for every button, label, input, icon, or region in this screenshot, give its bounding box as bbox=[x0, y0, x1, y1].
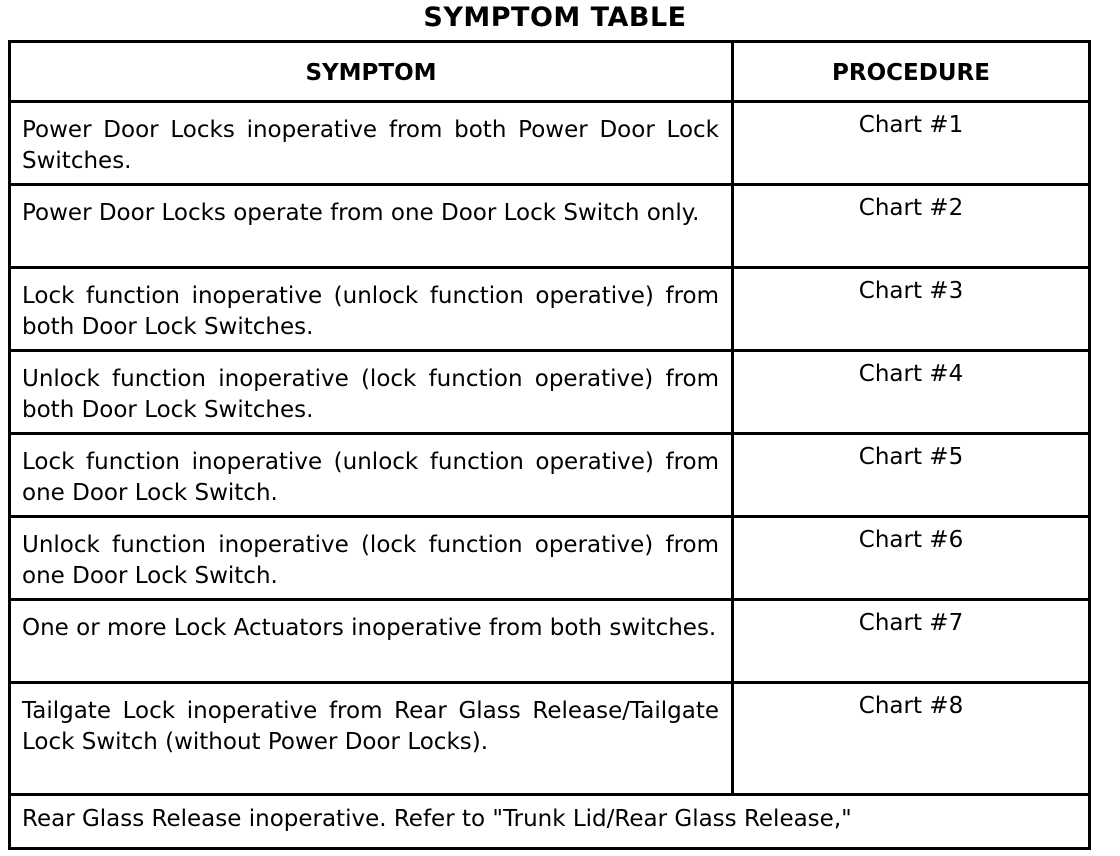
symptom-cell: Lock function inoperative (unlock function operative) from one Door Lock Switch. bbox=[22, 449, 719, 506]
procedure-cell: Chart #3 bbox=[858, 278, 964, 304]
table-row bbox=[11, 103, 1088, 186]
procedure-cell: Chart #1 bbox=[858, 112, 964, 138]
table-header-row bbox=[11, 43, 1088, 103]
table-footer-row bbox=[11, 796, 1088, 847]
procedure-cell: Chart #6 bbox=[858, 527, 964, 553]
symptom-cell: Power Door Locks operate from one Door Lock Switch only. bbox=[22, 200, 700, 226]
symptom-cell: Unlock function inoperative (lock function operative) from both Door Lock Switches. bbox=[22, 366, 719, 423]
procedure-cell: Chart #8 bbox=[858, 693, 964, 719]
symptom-cell: One or more Lock Actuators inoperative from both switches. bbox=[22, 615, 717, 641]
symptom-cell: Lock function inoperative (unlock function operative) from both Door Lock Switches. bbox=[22, 283, 719, 340]
symptom-cell: Unlock function inoperative (lock function operative) from one Door Lock Switch. bbox=[22, 532, 719, 589]
table-row bbox=[11, 352, 1088, 435]
table-row bbox=[11, 684, 1088, 796]
procedure-cell: Chart #2 bbox=[858, 195, 964, 221]
procedure-cell: Chart #5 bbox=[858, 444, 964, 470]
symptom-column-header: SYMPTOM bbox=[305, 60, 437, 86]
procedure-cell: Chart #7 bbox=[858, 610, 964, 636]
footer-note: Rear Glass Release inoperative. Refer to "Trunk Lid/Rear Glass Release," bbox=[22, 806, 852, 832]
symptom-table bbox=[8, 40, 1091, 850]
table-row bbox=[11, 435, 1088, 518]
table-row bbox=[11, 601, 1088, 684]
procedure-column-header: PROCEDURE bbox=[832, 60, 990, 86]
table-row bbox=[11, 269, 1088, 352]
table-title: SYMPTOM TABLE bbox=[423, 2, 687, 33]
symptom-cell: Tailgate Lock inoperative from Rear Glass Release/Tailgate Lock Switch (without Power Door Locks). bbox=[22, 698, 719, 755]
table-row bbox=[11, 518, 1088, 601]
procedure-cell: Chart #4 bbox=[858, 361, 964, 387]
symptom-cell: Power Door Locks inoperative from both Power Door Lock Switches. bbox=[22, 117, 719, 174]
table-row bbox=[11, 186, 1088, 269]
